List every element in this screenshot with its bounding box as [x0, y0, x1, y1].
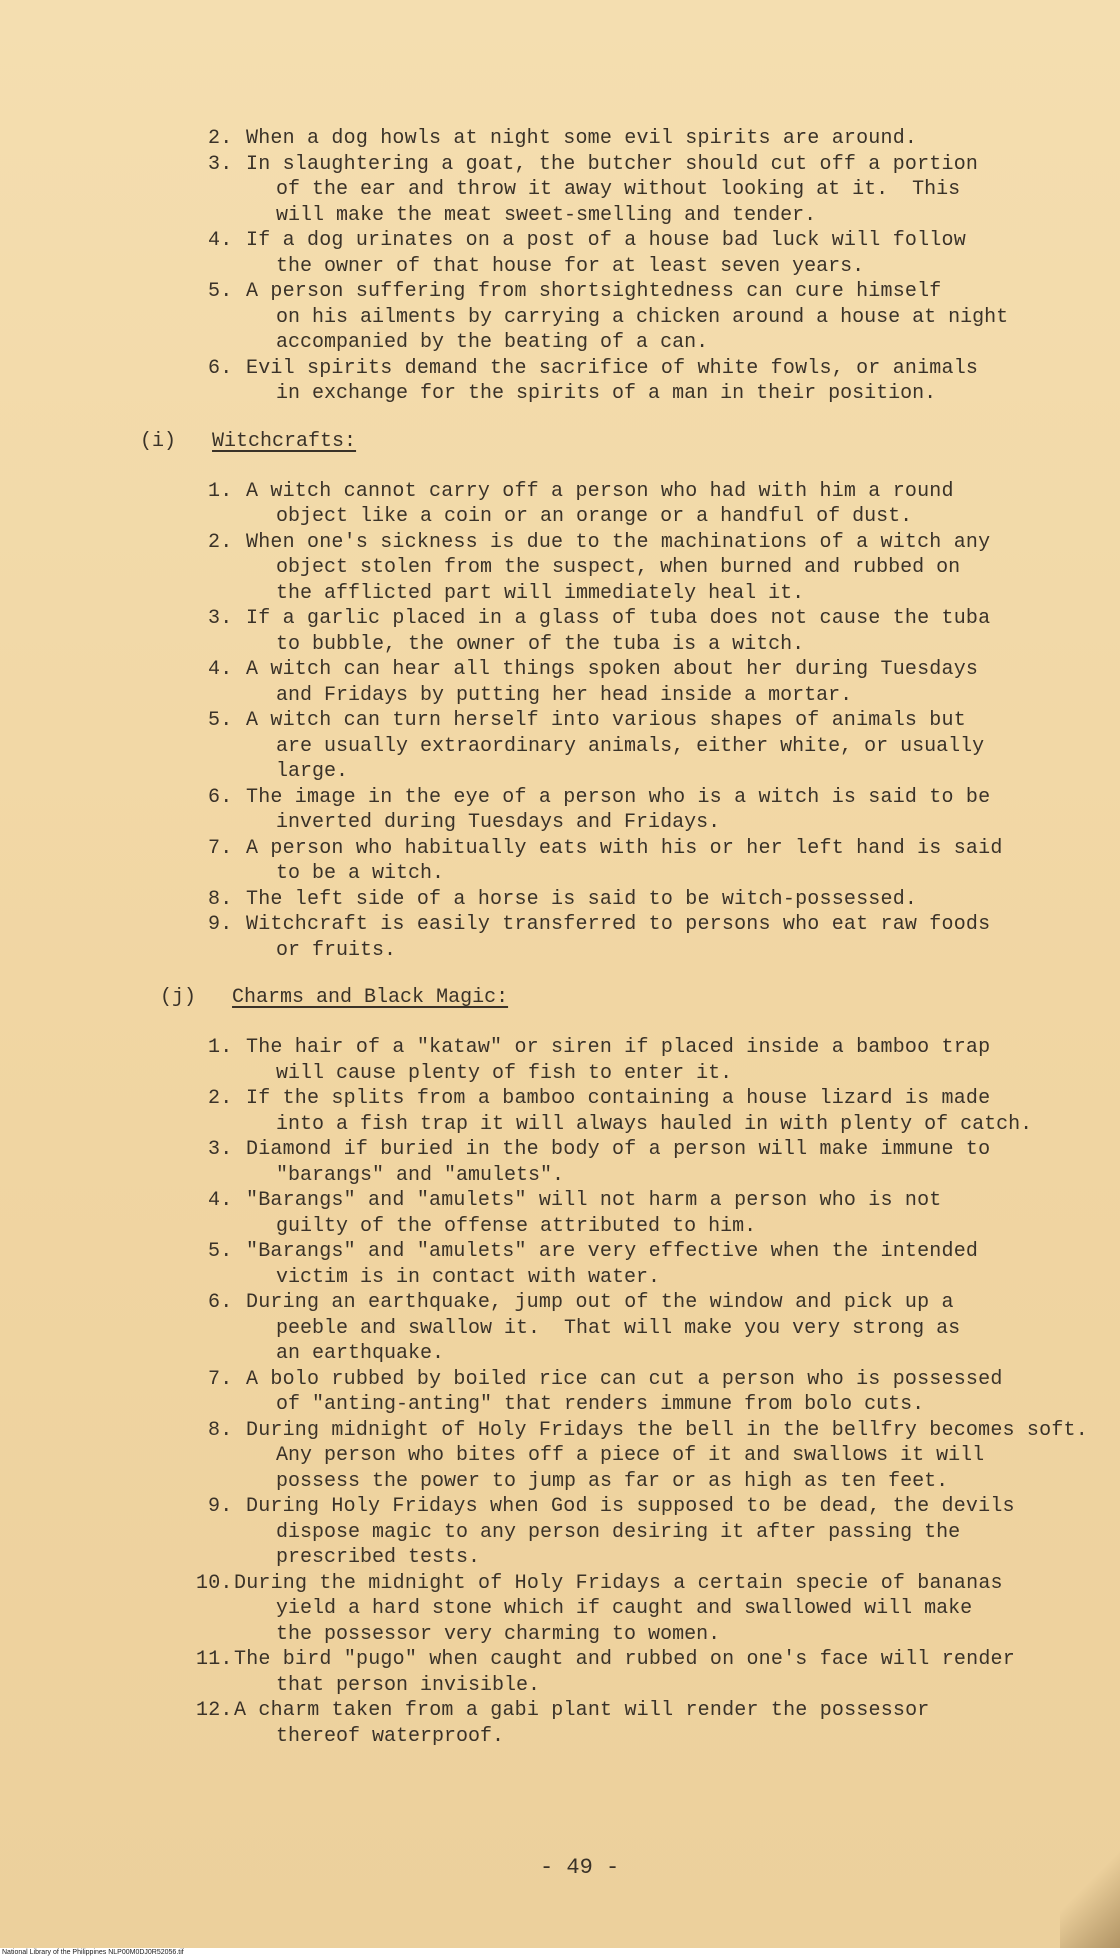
item-text: Diamond if buried in the body of a person will make immune to	[246, 1138, 991, 1161]
item-text-continuation: prescribed tests.	[276, 1546, 481, 1569]
item-number: 7.	[208, 836, 233, 860]
item-text: The image in the eye of a person who is a witch is said to be	[246, 785, 991, 809]
item-text: During the midnight of Holy Fridays a certain specie of bananas	[234, 1571, 1003, 1595]
section-heading	[160, 985, 508, 1010]
item-text-continuation: to bubble, the owner of the tuba is a witch.	[276, 632, 805, 656]
item-text: If a dog urinates on a post of a house bad luck will follow	[246, 229, 966, 252]
list-item	[208, 836, 1078, 862]
list-item	[208, 1188, 1078, 1214]
list-item	[208, 1418, 1088, 1444]
list-item	[208, 1290, 1078, 1316]
item-text: If a garlic placed in a glass of tuba does not cause the tuba	[246, 607, 991, 630]
item-number: 12.	[196, 1699, 233, 1722]
list-item	[208, 606, 1078, 632]
item-number: 6.	[208, 356, 233, 380]
list-item	[208, 1137, 1078, 1163]
item-text-continuation: are usually extraordinary animals, either white, or usually	[276, 734, 985, 758]
item-text-continuation: into a fish trap it will always hauled in with plenty of catch.	[276, 1112, 1033, 1136]
item-text-continuation: of "anting-anting" that renders immune from bolo cuts.	[276, 1393, 925, 1416]
item-text-continuation: peeble and swallow it. That will make you very strong as	[276, 1316, 961, 1340]
item-number: 2.	[208, 1087, 233, 1110]
page-number: - 49 -	[540, 1855, 620, 1880]
item-number: 2.	[208, 127, 233, 150]
item-text-continuation: and Fridays by putting her head inside a mortar.	[276, 683, 853, 707]
item-number: 6.	[208, 1291, 233, 1314]
item-number: 6.	[208, 785, 233, 809]
item-number: 5.	[208, 709, 233, 732]
item-text: The hair of a "kataw" or siren if placed inside a bamboo trap	[246, 1036, 991, 1059]
item-number: 8.	[208, 887, 233, 911]
item-text-continuation: Any person who bites off a piece of it and swallows it will	[276, 1444, 985, 1467]
list-item	[208, 1239, 1078, 1265]
item-text: During Holy Fridays when God is supposed to be dead, the devils	[246, 1495, 1015, 1518]
item-text: The left side of a horse is said to be witch-possessed.	[246, 887, 918, 911]
section-label: (i)	[140, 429, 177, 453]
item-text: A person suffering from shortsightedness can cure himself	[246, 280, 942, 303]
list-item	[208, 1494, 1078, 1520]
item-text: During an earthquake, jump out of the window and pick up a	[246, 1291, 954, 1314]
item-number: 10.	[196, 1571, 233, 1595]
item-text: A witch cannot carry off a person who had with him a round	[246, 479, 954, 503]
item-text: A witch can turn herself into various shapes of animals but	[246, 709, 966, 732]
list-item	[208, 912, 1078, 938]
item-text-continuation: of the ear and throw it away without looking at it. This	[276, 178, 961, 201]
list-item	[208, 785, 1078, 811]
section-label: (j)	[160, 986, 197, 1009]
list-item	[208, 657, 1078, 683]
item-text-continuation: will cause plenty of fish to enter it.	[276, 1061, 733, 1085]
item-text-continuation: in exchange for the spirits of a man in their position.	[276, 382, 937, 405]
section-title: Witchcrafts:	[212, 429, 357, 453]
list-item	[208, 126, 1078, 152]
list-item	[208, 152, 1078, 178]
item-text-continuation: the possessor very charming to women.	[276, 1622, 721, 1646]
item-number: 1.	[208, 479, 233, 503]
item-text-continuation: inverted during Tuesdays and Fridays.	[276, 811, 721, 834]
item-text: When one's sickness is due to the machinations of a witch any	[246, 530, 991, 554]
page-corner-shadow	[1060, 1838, 1120, 1958]
item-text-continuation: large.	[276, 760, 349, 783]
item-number: 3.	[208, 152, 233, 176]
list-item	[208, 279, 1078, 305]
item-text-continuation: will make the meat sweet-smelling and tender.	[276, 203, 817, 227]
list-item	[208, 1086, 1078, 1112]
item-text: Witchcraft is easily transferred to persons who eat raw foods	[246, 913, 991, 936]
item-text-continuation: object stolen from the suspect, when burned and rubbed on	[276, 556, 961, 579]
item-text: When a dog howls at night some evil spirits are around.	[246, 127, 918, 150]
list-item	[208, 1367, 1078, 1393]
item-text-continuation: the afflicted part will immediately heal it.	[276, 581, 805, 605]
list-item	[208, 1035, 1078, 1061]
item-number: 3.	[208, 1138, 233, 1161]
item-text: "Barangs" and "amulets" are very effective when the intended	[246, 1240, 979, 1263]
item-text-continuation: possess the power to jump as far or as high as ten feet.	[276, 1469, 949, 1493]
archive-footer: National Library of the Philippines NLP00M0DJ0R52056.tif	[0, 1948, 1120, 1958]
list-item	[196, 1698, 1066, 1724]
item-text: During midnight of Holy Fridays the bell in the bellfry becomes soft.	[246, 1418, 1088, 1442]
item-text-continuation: yield a hard stone which if caught and swallowed will make	[276, 1597, 973, 1620]
list-item	[208, 228, 1078, 254]
item-text-continuation: that person invisible.	[276, 1673, 541, 1697]
list-item	[208, 356, 1078, 382]
item-text-continuation: thereof waterproof.	[276, 1724, 505, 1748]
item-text: A bolo rubbed by boiled rice can cut a person who is possessed	[246, 1367, 1003, 1391]
item-text-continuation: accompanied by the beating of a can.	[276, 331, 709, 354]
item-number: 5.	[208, 1240, 233, 1263]
item-text-continuation: an earthquake.	[276, 1342, 445, 1365]
item-text-continuation: or fruits.	[276, 938, 397, 962]
item-text: "Barangs" and "amulets" will not harm a person who is not	[246, 1189, 942, 1212]
item-number: 8.	[208, 1418, 233, 1442]
item-number: 5.	[208, 280, 233, 303]
item-number: 11.	[196, 1648, 233, 1671]
item-text-continuation: guilty of the offense attributed to him.	[276, 1214, 757, 1238]
item-number: 9.	[208, 1495, 233, 1518]
item-text: The bird "pugo" when caught and rubbed on one's face will render	[234, 1648, 1015, 1671]
list-item	[196, 1571, 1066, 1597]
list-item	[208, 479, 1078, 505]
item-number: 9.	[208, 913, 233, 936]
list-item	[208, 708, 1078, 734]
item-text-continuation: object like a coin or an orange or a handful of dust.	[276, 505, 913, 528]
item-text: A witch can hear all things spoken about her during Tuesdays	[246, 658, 979, 681]
item-number: 3.	[208, 607, 233, 630]
item-text-continuation: dispose magic to any person desiring it after passing the	[276, 1520, 961, 1544]
item-number: 7.	[208, 1367, 233, 1391]
item-number: 1.	[208, 1036, 233, 1059]
item-text: A charm taken from a gabi plant will render the possessor	[234, 1699, 930, 1722]
item-text-continuation: victim is in contact with water.	[276, 1265, 661, 1289]
section-title: Charms and Black Magic:	[232, 986, 509, 1009]
item-text-continuation: on his ailments by carrying a chicken around a house at night	[276, 305, 1009, 329]
section-heading	[140, 429, 356, 454]
item-text: Evil spirits demand the sacrifice of white fowls, or animals	[246, 356, 979, 380]
item-text-continuation: the owner of that house for at least seven years.	[276, 254, 865, 278]
item-text-continuation: "barangs" and "amulets".	[276, 1163, 565, 1187]
item-text-continuation: to be a witch.	[276, 862, 445, 885]
item-number: 4.	[208, 658, 233, 681]
item-text: In slaughtering a goat, the butcher should cut off a portion	[246, 152, 979, 176]
list-item	[196, 1647, 1066, 1673]
item-text: If the splits from a bamboo containing a house lizard is made	[246, 1087, 991, 1110]
item-number: 4.	[208, 229, 233, 252]
item-number: 4.	[208, 1189, 233, 1212]
item-number: 2.	[208, 530, 233, 554]
item-text: A person who habitually eats with his or her left hand is said	[246, 836, 1003, 860]
list-item	[208, 530, 1078, 556]
list-item	[208, 887, 1078, 913]
